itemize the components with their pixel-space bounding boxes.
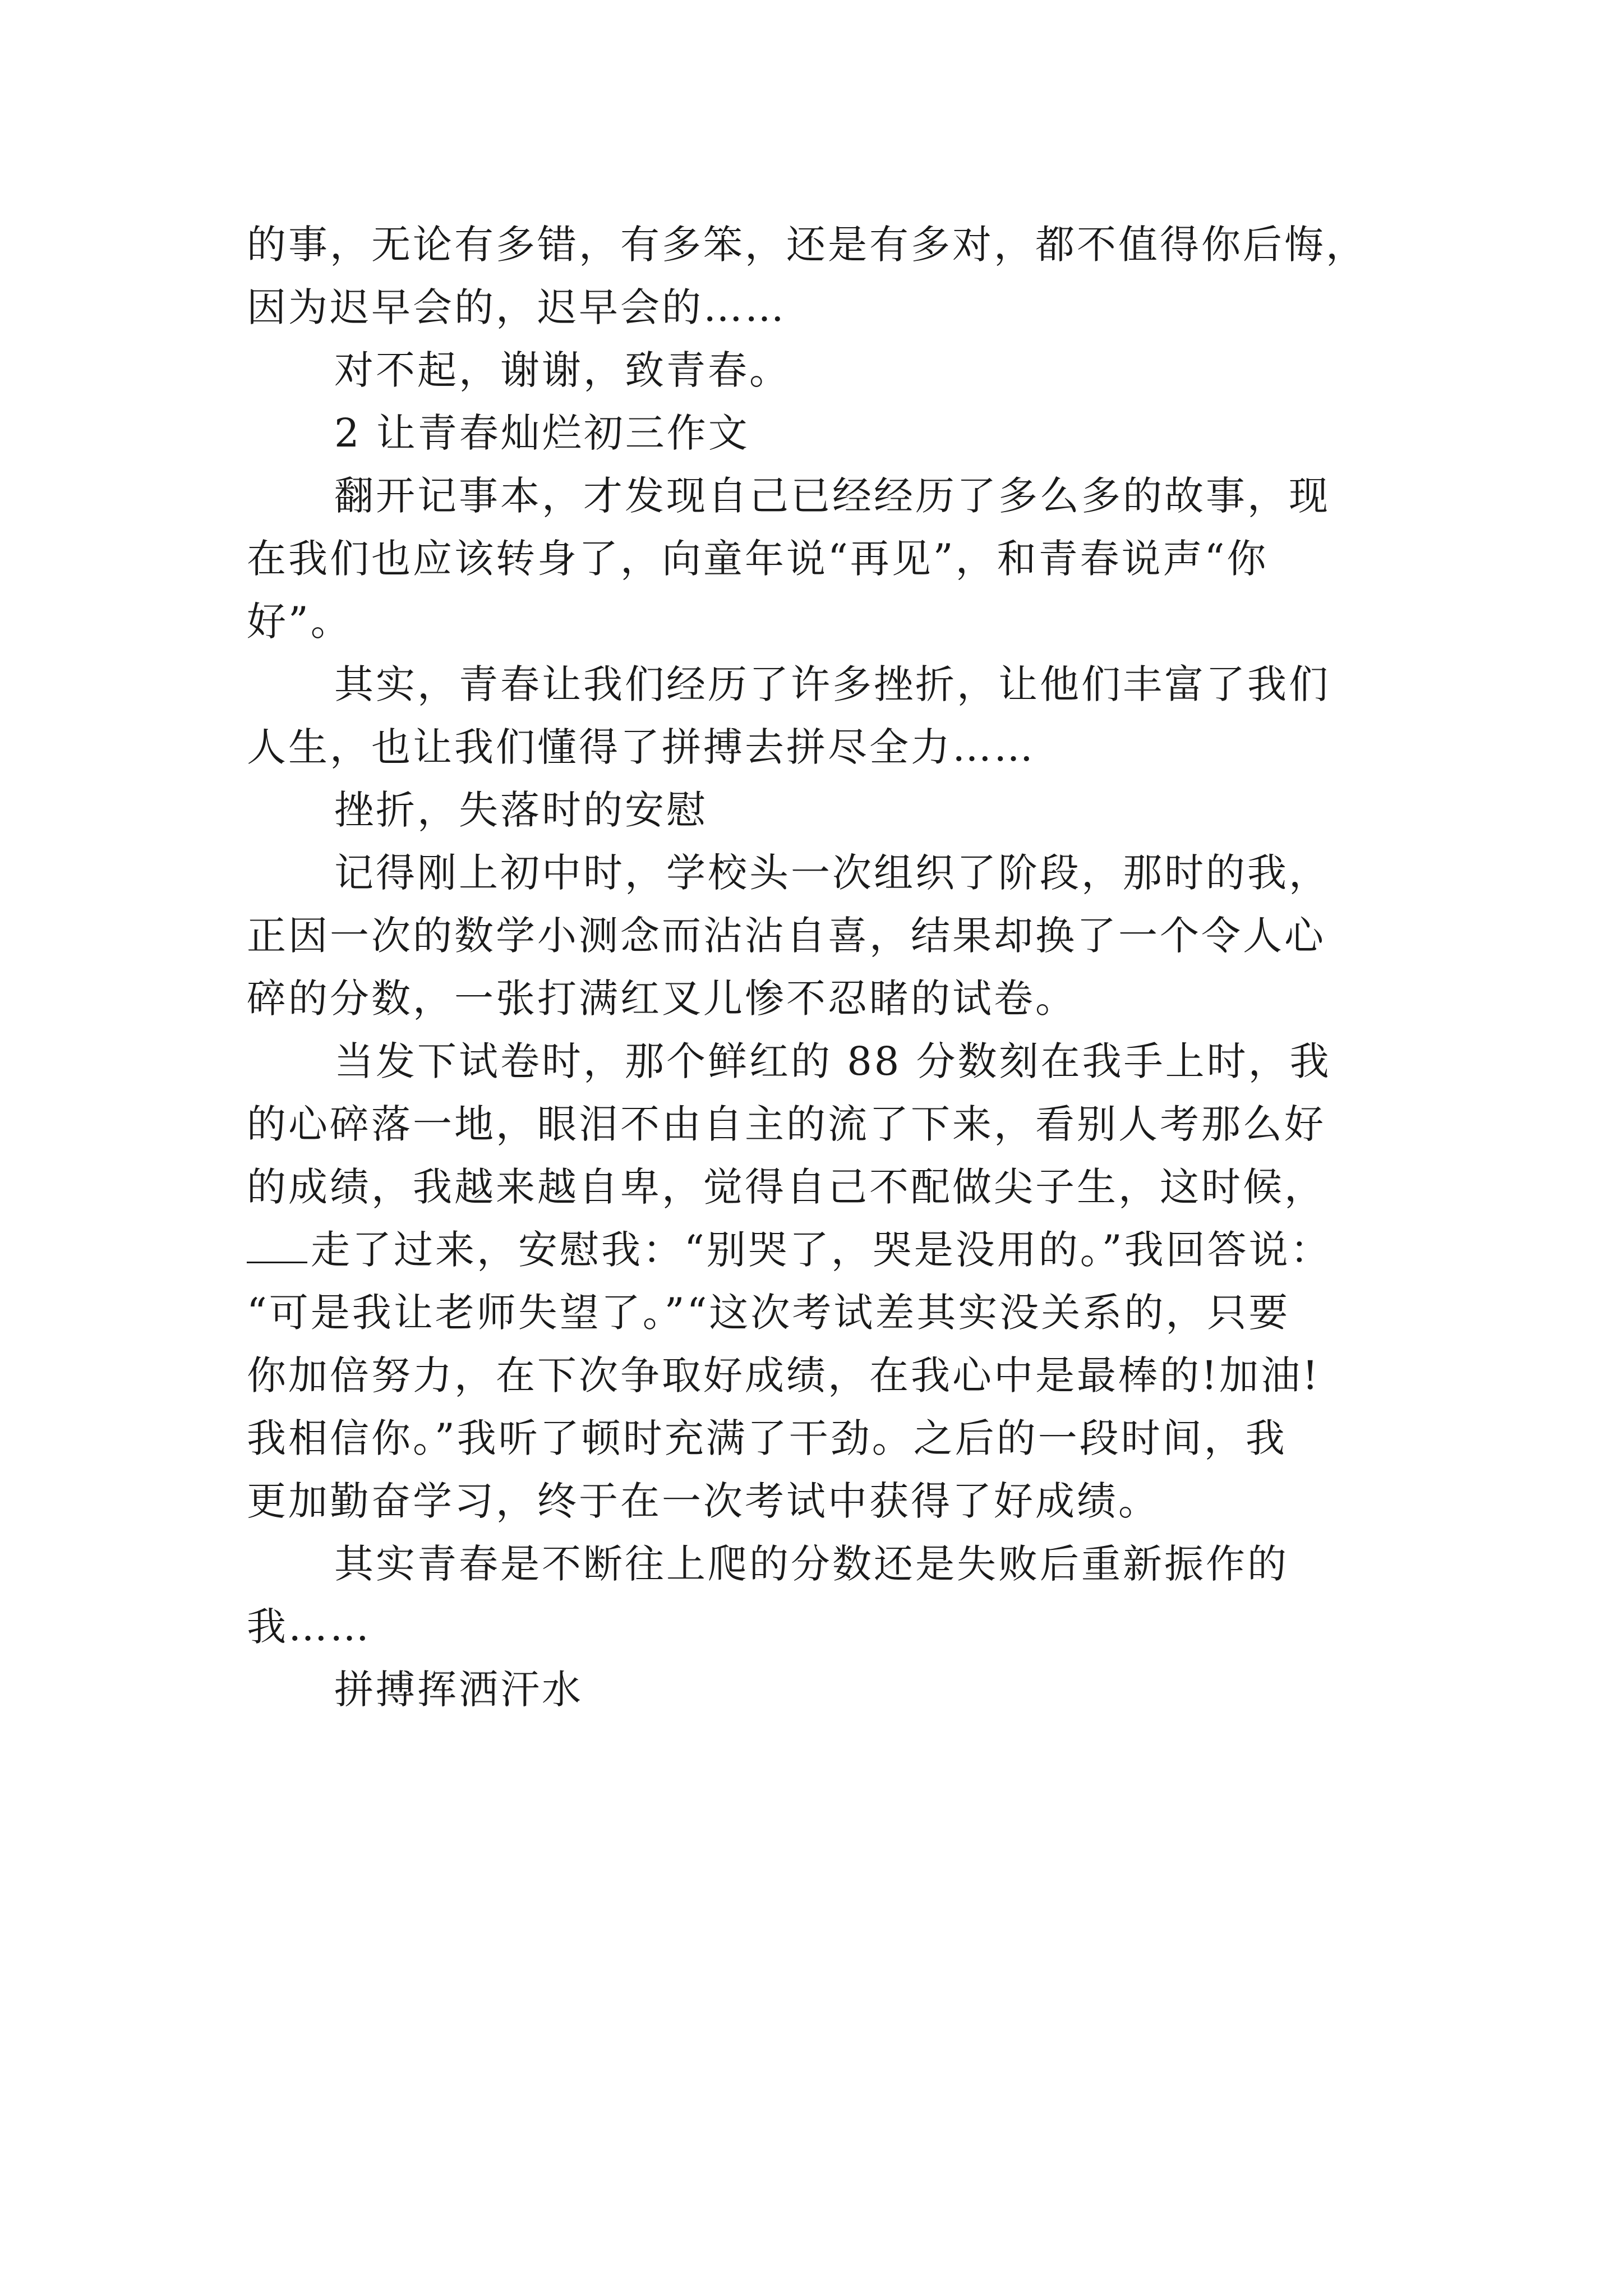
text-line: 的心碎落一地，眼泪不由自主的流了下来，看别人考那么好 xyxy=(247,1101,1326,1147)
text-line: 正因一次的数学小测念而沾沾自喜，结果却换了一个令人心 xyxy=(247,913,1326,959)
document-body xyxy=(247,213,1391,1721)
text-line: 的成绩，我越来越自卑，觉得自己不配做尖子生，这时候， xyxy=(247,1164,1326,1210)
text-line: 其实，青春让我们经历了许多挫折，让他们丰富了我们 xyxy=(334,661,1330,707)
text-line-with-blank xyxy=(247,1218,1391,1281)
section-heading: 2 让青春灿烂初三作文 xyxy=(334,410,750,456)
text-line: 更加勤奋学习，终于在一次考试中获得了好成绩。 xyxy=(247,1478,1160,1524)
text-line: 的事，无论有多错，有多笨，还是有多对，都不值得你后悔， xyxy=(247,222,1367,268)
text-line: “可是我让老师失望了。”“这次考试差其实没关系的，只要 xyxy=(247,1290,1290,1336)
fill-in-blank xyxy=(247,1228,307,1263)
subsection-heading: 挫折，失落时的安慰 xyxy=(334,787,708,833)
text-line: 我相信你。”我听了顿时充满了干劲。之后的一段时间，我 xyxy=(247,1415,1287,1461)
text-line: 碎的分数，一张打满红叉儿惨不忍睹的试卷。 xyxy=(247,976,1077,1022)
text-segment: 走了过来，安慰我：“别哭了，哭是没用的。”我回答说： xyxy=(311,1227,1332,1273)
text-line: 对不起，谢谢，致青春。 xyxy=(334,347,791,393)
text-line: 好”。 xyxy=(247,599,352,645)
text-line: 在我们也应该转身了，向童年说“再见”，和青春说声“你 xyxy=(247,536,1269,582)
text-line: 记得刚上初中时，学校头一次组织了阶段，那时的我， xyxy=(334,850,1330,896)
text-line: 我…… xyxy=(247,1604,371,1650)
text-line: 你加倍努力，在下次争取好成绩，在我心中是最棒的!加油! xyxy=(247,1352,1321,1398)
subsection-heading: 拼搏挥洒汗水 xyxy=(334,1667,583,1713)
text-line: 人生，也让我们懂得了拼搏去拼尽全力…… xyxy=(247,724,1035,770)
text-line: 翻开记事本，才发现自己已经经历了多么多的故事，现 xyxy=(334,473,1330,519)
text-line: 因为迟早会的，迟早会的…… xyxy=(247,284,786,330)
text-line: 当发下试卷时，那个鲜红的 88 分数刻在我手上时，我 xyxy=(334,1038,1331,1084)
text-line: 其实青春是不断往上爬的分数还是失败后重新振作的 xyxy=(334,1541,1289,1587)
